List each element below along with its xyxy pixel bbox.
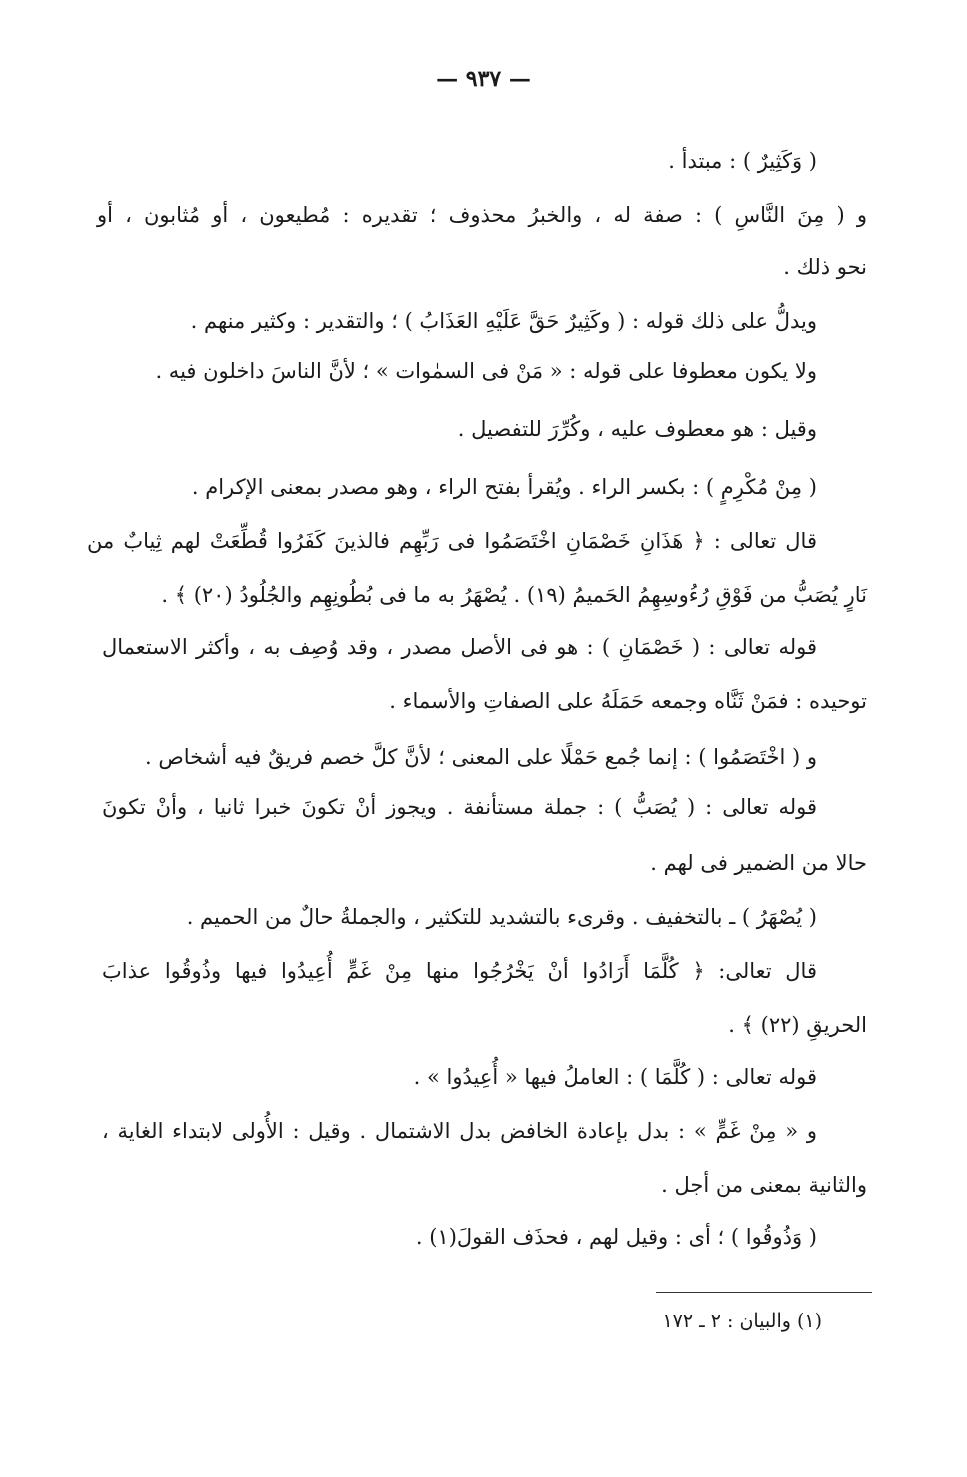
text-line: ( وَكَثِيرٌ ) : مبتدأ . — [668, 149, 817, 173]
text-line: حالا من الضمير فى لهم . — [650, 851, 867, 875]
text-line: قال تعالى: ﴿ كُلَّمَا أَرَادُوا أنْ يَخْرُجُوا منها مِنْ غَمٍّ أُعِيدُوا فيها وذُوقُوا عذابَ — [102, 959, 817, 983]
text-line: و ( مِنَ النَّاسِ ) : صفة له ، والخبرُ محذوف ؛ تقديره : مُطيعون ، أو مُثابون ، أو — [97, 203, 867, 227]
text-line: نحو ذلك . — [783, 255, 867, 279]
page-number: — ٩٣٧ — — [436, 66, 531, 92]
footnote: (١) والبيان : ٢ ـ ١٧٢ — [662, 1310, 822, 1332]
text-line: ( وَذُوقُوا ) ؛ أى : وقيل لهم ، فحذَف القولَ(١) . — [415, 1225, 817, 1249]
text-line: ( مِنْ مُكْرِمٍ ) : بكسر الراء . ويُقرأ بفتح الراء ، وهو مصدر بمعنى الإكرام . — [191, 475, 817, 499]
text-line: والثانية بمعنى من أجل . — [661, 1173, 867, 1197]
text-line: ( يُصْهَرُ ) ـ بالتخفيف . وقرىء بالتشديد للتكثير ، والجملةُ حالٌ من الحميم . — [186, 905, 817, 929]
text-line: و « مِنْ غَمٍّ » : بدل بإعادة الخافض بدل الاشتمال . وقيل : الأُولى لابتداء الغاية ، — [102, 1119, 817, 1143]
text-line: قوله تعالى : ( يُصَبُّ ) : جملة مستأنفة . ويجوز أنْ تكونَ خبرا ثانيا ، وأنْ تكونَ — [102, 795, 817, 819]
text-line: قوله تعالى : ( كُلَّمَا ) : العاملُ فيها « أُعِيدُوا » . — [413, 1065, 817, 1089]
text-line: ولا يكون معطوفا على قوله : « مَنْ فى السمٰوات » ؛ لأنَّ الناسَ داخلون فيه . — [155, 359, 817, 383]
text-line: قال تعالى : ﴿ هَذَانِ خَصْمَانِ اخْتَصَمُوا فى رَبِّهِم فالذينَ كَفَرُوا قُطِّعَتْ لهم ثِيابٌ من — [87, 529, 817, 553]
text-line: توحيده : فمَنْ ثَنَّاه وجمعه حَمَلَهُ على الصفاتِ والأسماء . — [389, 689, 867, 713]
footnote-divider — [656, 1292, 872, 1293]
text-line: و ( اخْتَصَمُوا ) : إنما جُمع حَمْلًا على المعنى ؛ لأنَّ كلَّ خصم فريقٌ فيه أشخاص . — [145, 745, 817, 769]
text-line: وقيل : هو معطوف عليه ، وكُرِّرَ للتفصيل . — [457, 417, 817, 441]
text-line: ويدلُّ على ذلك قوله : ( وكَثِيرٌ حَقَّ عَلَيْهِ العَذَابُ ) ؛ والتقدير : وكثير منهم . — [190, 309, 817, 333]
text-line: نَارٍ يُصَبُّ من فَوْقِ رُءُوسِهِمُ الحَميمُ (١٩) . يُصْهَرُ به ما فى بُطُونِهِم والجُلُودُ (٢٠) ﴾ . — [161, 583, 867, 607]
text-line: الحريقِ (٢٢) ﴾ . — [728, 1013, 867, 1037]
text-line: قوله تعالى : ( خَصْمَانِ ) : هو فى الأصل مصدر ، وقد وُصِف به ، وأكثر الاستعمال — [102, 635, 817, 659]
